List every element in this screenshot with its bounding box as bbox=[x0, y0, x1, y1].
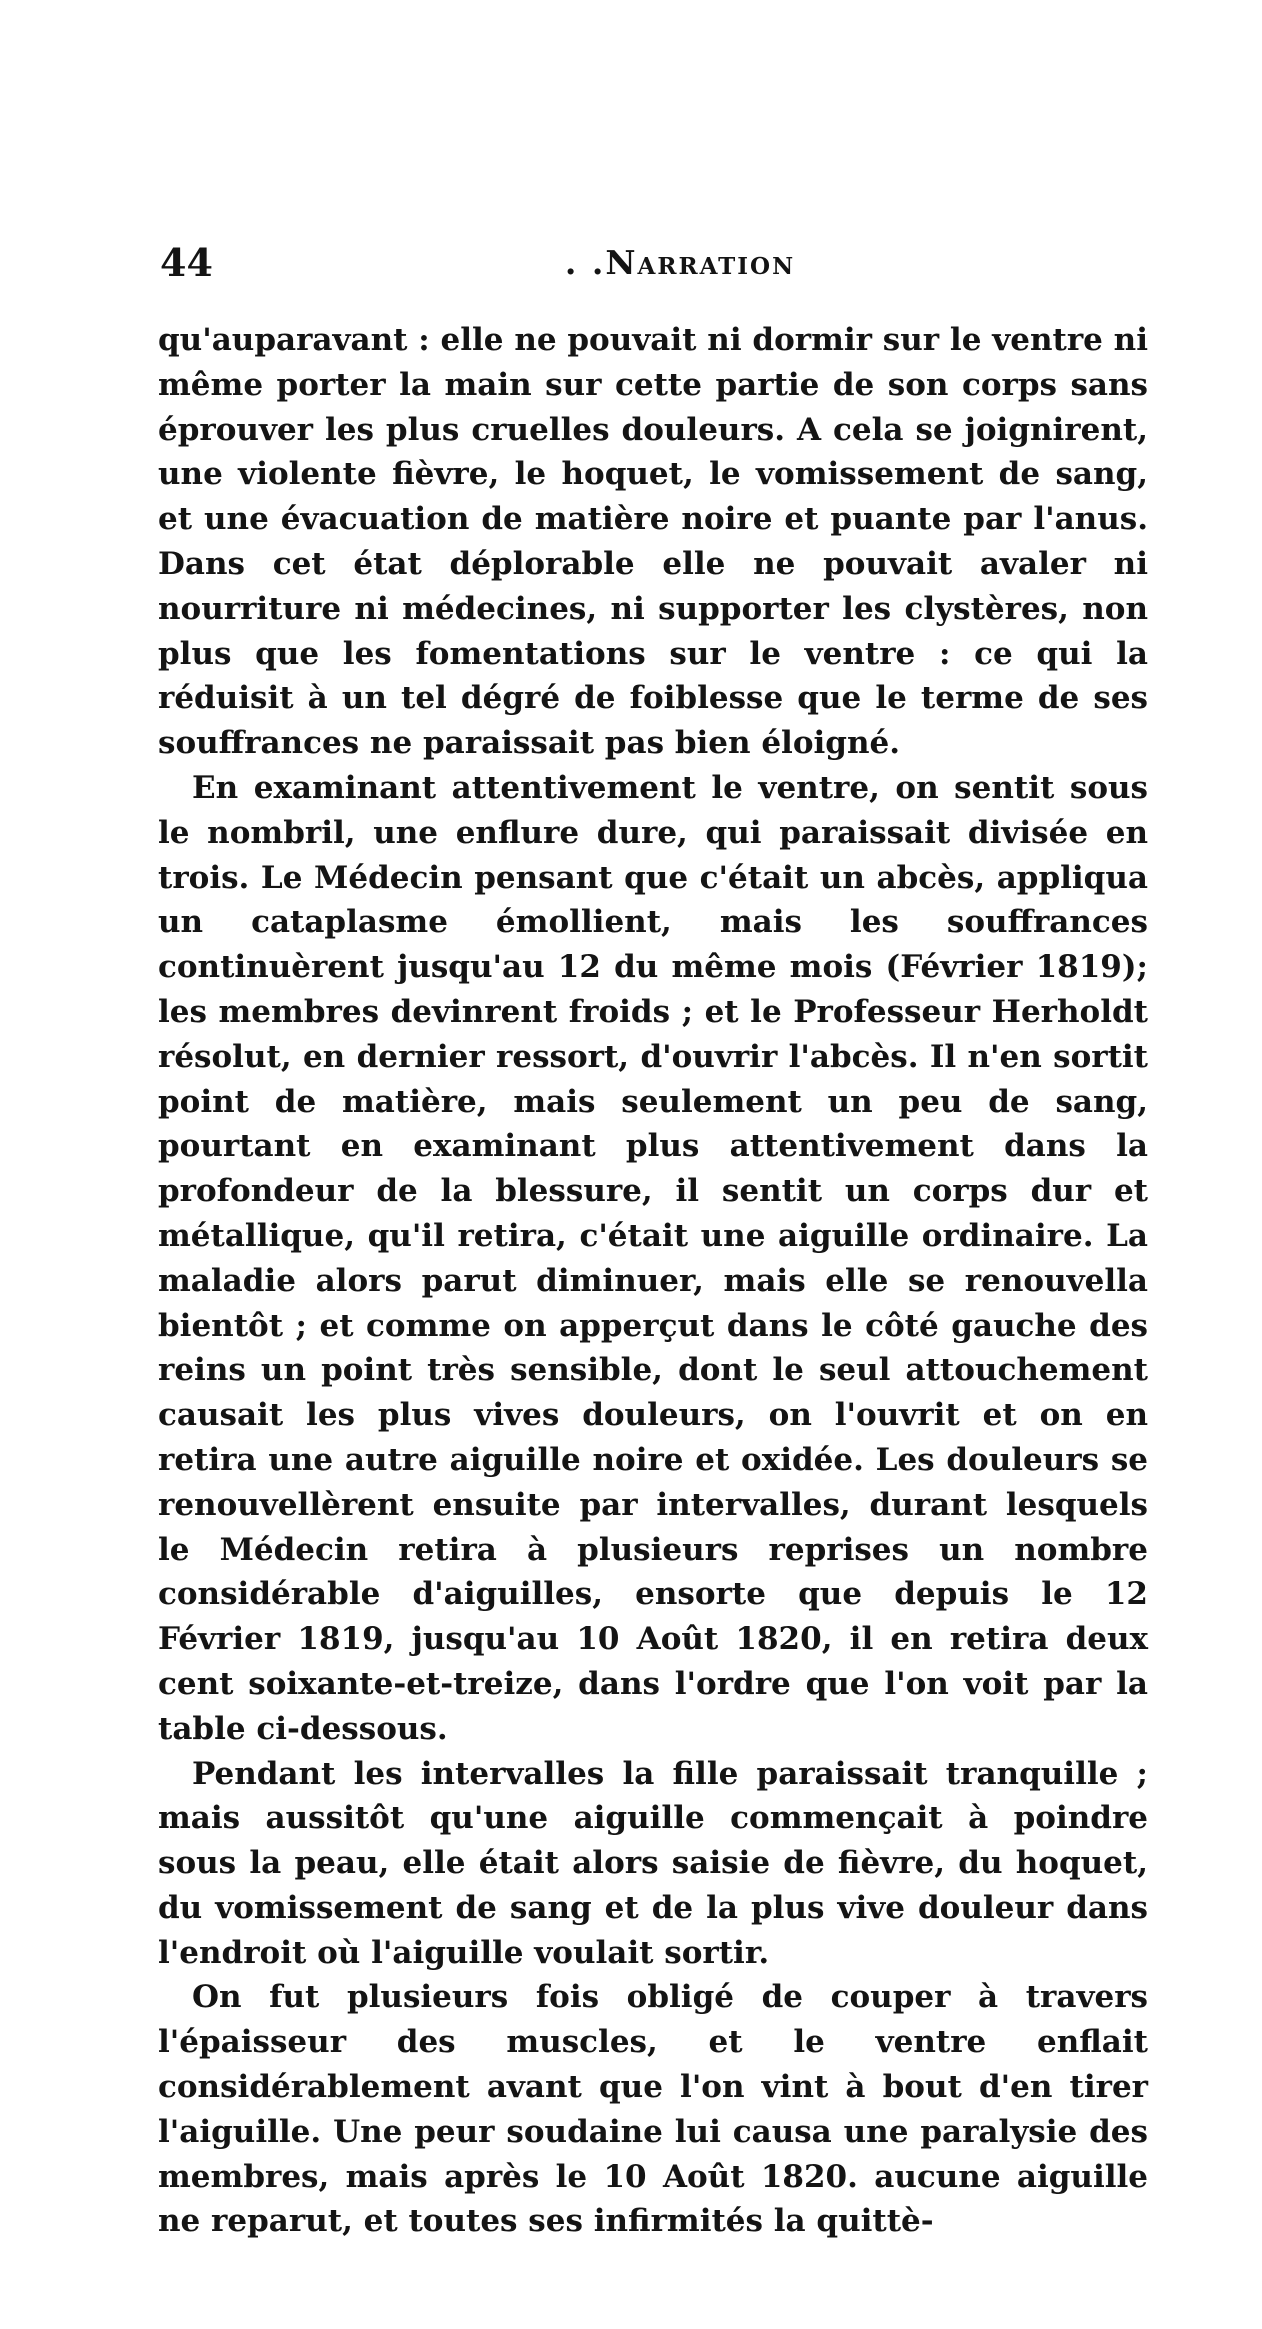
body-text bbox=[158, 318, 1148, 2244]
page-number: 44 bbox=[160, 240, 213, 285]
paragraph-intervals: Pendant les intervalles la fille paraissait tranquille ; mais aussitôt qu'une aiguille commençait à poindre sous la peau, elle était alors saisie de fièvre, du hoquet, du vomissement de sang et de la plus vive douleur dans l'endroit où l'aiguille voulait sortir. bbox=[158, 1755, 1148, 1971]
page-header bbox=[160, 238, 1080, 288]
paragraph-examination: En examinant attentivement le ventre, on sentit sous le nombril, une enflure dure, qui paraissait divisée en trois. Le Médecin pensant que c'était un abcès, appliqua un cataplasme émollient, mais les souffrances continuèrent jusqu'au 12 du même mois (Février 1819); les membres devinrent froids ; et le Professeur Herholdt résolut, en dernier ressort, d'ouvrir l'abcès. Il n'en sortit point de matière, mais seulement un peu de sang, pourtant en examinant plus attentivement dans la profondeur de la blessure, il sentit un corps dur et métallique, qu'il retira, c'était une aiguille ordinaire. La maladie alors parut diminuer, mais elle se renouvella bientôt ; et comme on apperçut dans le côté gauche des reins un point très sensible, dont le seul attouchement causait les plus vives douleurs, on l'ouvrit et on en retira une autre aiguille noire et oxidée. Les douleurs se renouvellèrent ensuite par intervalles, durant lesquels le Médecin retira à plusieurs reprises un nombre considérable d'aiguilles, ensorte que depuis le 12 Février 1819, jusqu'au 10 Août 1820, il en retira deux cent soixante-et-treize, dans l'ordre que l'on voit par la table ci-dessous. bbox=[158, 769, 1148, 1747]
running-head: . .Narration bbox=[564, 243, 796, 282]
paragraph-continuation: qu'auparavant : elle ne pouvait ni dormir sur le ventre ni même porter la main sur cette partie de son corps sans éprouver les plus cruelles douleurs. A cela se joignirent, une violente fièvre, le hoquet, le vomissement de sang, et une évacuation de matière noire et puante par l'anus. Dans cet état déplorable elle ne pouvait avaler ni nourriture ni médecines, ni supporter les clystères, non plus que les fomentations sur le ventre : ce qui la réduisit à un tel dégré de foiblesse que le terme de ses souffrances ne paraissait pas bien éloigné. bbox=[158, 322, 1148, 762]
paragraph-muscles: On fut plusieurs fois obligé de couper à travers l'épaisseur des muscles, et le ventre enflait considérablement avant que l'on vint à bout d'en tirer l'aiguille. Une peur soudaine lui causa une paralysie des membres, mais après le 10 Août 1820. aucune aiguille ne reparut, et toutes ses infirmités la quittè- bbox=[158, 1979, 1148, 2240]
